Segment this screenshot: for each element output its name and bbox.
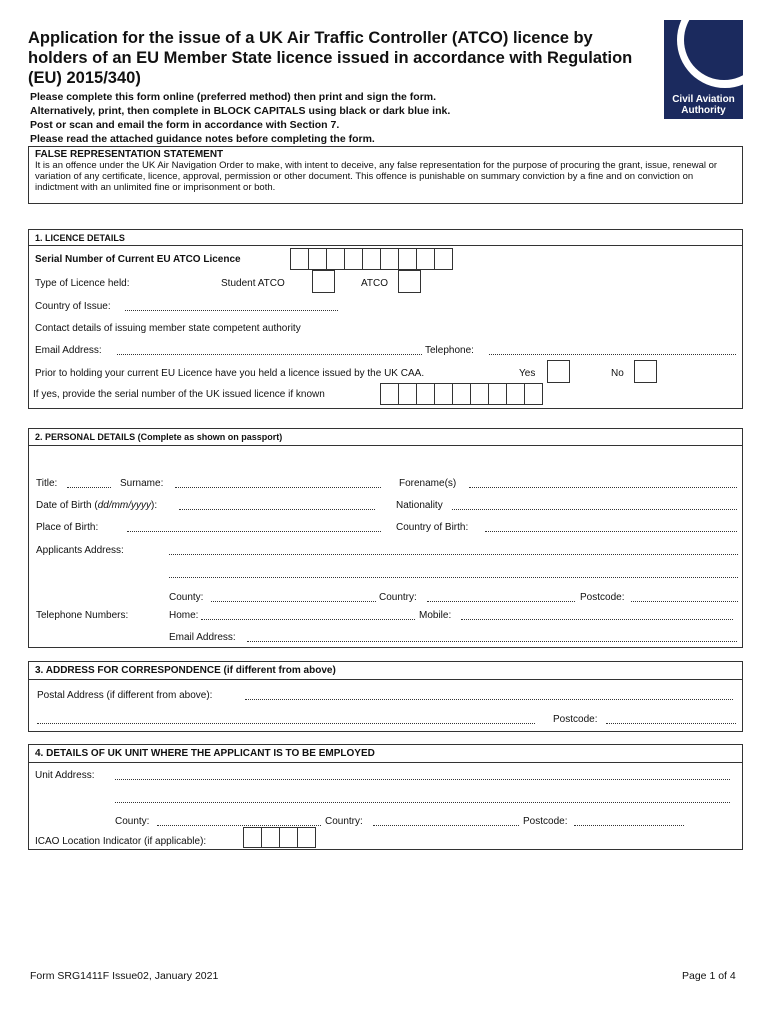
unit-country-label: Country: bbox=[325, 816, 363, 827]
forename-field[interactable] bbox=[469, 478, 737, 488]
country-field[interactable] bbox=[427, 592, 575, 602]
false-rep-text: It is an offence under the UK Air Navigation Order to make, with intent to deceive, any false representation for the purpose of procuring the grant, issue, renewal or variation of any certificate, licence, approval, permission or other document. This offence is punishable on summary conviction by a fine and on conviction on indictment with an unlimited fine or imprisonment or both. bbox=[35, 160, 718, 193]
instruction-line-1: Please complete this form online (preferred method) then print and sign the form. bbox=[30, 91, 437, 103]
prior-yes-checkbox[interactable] bbox=[547, 360, 570, 383]
unit-postcode-label: Postcode: bbox=[523, 816, 568, 827]
section-personal-details bbox=[28, 428, 743, 648]
address-line-1-field[interactable] bbox=[169, 545, 738, 555]
authority-email-field[interactable] bbox=[117, 345, 422, 355]
place-of-birth-field[interactable] bbox=[127, 522, 381, 532]
country-of-issue-label: Country of Issue: bbox=[35, 301, 111, 312]
telephone-numbers-label: Telephone Numbers: bbox=[36, 610, 129, 621]
title-field[interactable] bbox=[67, 478, 111, 488]
prior-no-checkbox[interactable] bbox=[634, 360, 657, 383]
authority-email-label: Email Address: bbox=[35, 345, 102, 356]
instruction-line-3: Post or scan and email the form in accordance with Section 7. bbox=[30, 119, 340, 131]
section-correspondence-address bbox=[28, 661, 743, 732]
section-licence-details bbox=[28, 229, 743, 409]
dob-field[interactable] bbox=[179, 500, 375, 510]
authority-telephone-label: Telephone: bbox=[425, 345, 474, 356]
section-uk-unit-details bbox=[28, 744, 743, 850]
forename-label: Forename(s) bbox=[399, 478, 457, 489]
unit-country-field[interactable] bbox=[373, 816, 519, 826]
unit-address-line-2-field[interactable] bbox=[115, 793, 730, 803]
false-representation-box bbox=[28, 146, 743, 204]
country-label: Country: bbox=[379, 592, 417, 603]
surname-field[interactable] bbox=[175, 478, 381, 488]
section-2-heading: 2. PERSONAL DETAILS (Complete as shown on passport) bbox=[29, 429, 742, 446]
correspondence-postcode-field[interactable] bbox=[606, 714, 736, 724]
caa-logo bbox=[664, 20, 743, 119]
title-label: Title: bbox=[36, 478, 58, 489]
applicant-email-field[interactable] bbox=[247, 632, 737, 642]
serial-number-cells[interactable] bbox=[290, 248, 453, 270]
serial-label: Serial Number of Current EU ATCO Licence bbox=[35, 254, 241, 265]
logo-line-2: Authority bbox=[681, 105, 726, 116]
correspondence-postcode-label: Postcode: bbox=[553, 714, 598, 725]
country-of-issue-field[interactable] bbox=[125, 301, 338, 311]
address-line-2-field[interactable] bbox=[169, 568, 738, 578]
postal-address-line-2-field[interactable] bbox=[37, 714, 535, 724]
contact-details-label: Contact details of issuing member state competent authority bbox=[35, 323, 301, 334]
applicant-email-label: Email Address: bbox=[169, 632, 236, 643]
unit-county-field[interactable] bbox=[157, 816, 321, 826]
prior-no-label: No bbox=[611, 368, 624, 379]
student-atco-checkbox[interactable] bbox=[312, 270, 335, 293]
uk-serial-cells[interactable] bbox=[380, 383, 543, 405]
unit-address-line-1-field[interactable] bbox=[115, 770, 730, 780]
icao-indicator-cells[interactable] bbox=[243, 827, 316, 848]
postal-address-label: Postal Address (if different from above): bbox=[37, 690, 213, 701]
country-of-birth-field[interactable] bbox=[485, 522, 737, 532]
postcode-field[interactable] bbox=[631, 592, 738, 602]
section-4-heading: 4. DETAILS OF UK UNIT WHERE THE APPLICANT IS TO BE EMPLOYED bbox=[29, 745, 742, 763]
form-title: Application for the issue of a UK Air Traffic Controller (ATCO) licence by holders of an EU Member State licence issued in accordance with Regulation (EU) 2015/340) bbox=[28, 29, 633, 87]
authority-telephone-field[interactable] bbox=[489, 345, 736, 355]
nationality-field[interactable] bbox=[452, 500, 737, 510]
unit-postcode-field[interactable] bbox=[574, 816, 684, 826]
country-of-birth-label: Country of Birth: bbox=[396, 522, 469, 533]
mobile-phone-field[interactable] bbox=[461, 610, 733, 620]
instruction-line-2: Alternatively, print, then complete in BLOCK CAPITALS using black or dark blue ink. bbox=[30, 105, 451, 117]
atco-checkbox[interactable] bbox=[398, 270, 421, 293]
nationality-label: Nationality bbox=[396, 500, 443, 511]
applicant-address-label: Applicants Address: bbox=[36, 545, 124, 556]
home-phone-field[interactable] bbox=[201, 610, 415, 620]
postcode-label: Postcode: bbox=[580, 592, 625, 603]
uk-serial-label: If yes, provide the serial number of the UK issued licence if known bbox=[33, 389, 325, 400]
place-of-birth-label: Place of Birth: bbox=[36, 522, 99, 533]
logo-line-1: Civil Aviation bbox=[672, 94, 735, 105]
unit-county-label: County: bbox=[115, 816, 150, 827]
atco-label: ATCO bbox=[361, 278, 389, 289]
county-field[interactable] bbox=[211, 592, 376, 602]
prior-uk-licence-label: Prior to holding your current EU Licence have you held a licence issued by the UK CAA. bbox=[35, 368, 425, 379]
home-phone-label: Home: bbox=[169, 610, 199, 621]
page-number: Page 1 of 4 bbox=[682, 970, 736, 982]
false-rep-heading: FALSE REPRESENTATION STATEMENT bbox=[35, 149, 224, 160]
student-atco-label: Student ATCO bbox=[221, 278, 285, 289]
unit-address-label: Unit Address: bbox=[35, 770, 95, 781]
section-1-heading: 1. LICENCE DETAILS bbox=[29, 230, 742, 246]
postal-address-line-1-field[interactable] bbox=[245, 690, 733, 700]
dob-label: Date of Birth (dd/mm/yyyy): bbox=[36, 500, 158, 511]
form-reference: Form SRG1411F Issue02, January 2021 bbox=[30, 970, 219, 982]
mobile-phone-label: Mobile: bbox=[419, 610, 452, 621]
prior-yes-label: Yes bbox=[519, 368, 536, 379]
licence-type-label: Type of Licence held: bbox=[35, 278, 130, 289]
surname-label: Surname: bbox=[120, 478, 164, 489]
county-label: County: bbox=[169, 592, 204, 603]
instruction-line-4: Please read the attached guidance notes before completing the form. bbox=[30, 133, 375, 145]
icao-indicator-label: ICAO Location Indicator (if applicable): bbox=[35, 836, 207, 847]
section-3-heading: 3. ADDRESS FOR CORRESPONDENCE (if different from above) bbox=[29, 662, 742, 680]
